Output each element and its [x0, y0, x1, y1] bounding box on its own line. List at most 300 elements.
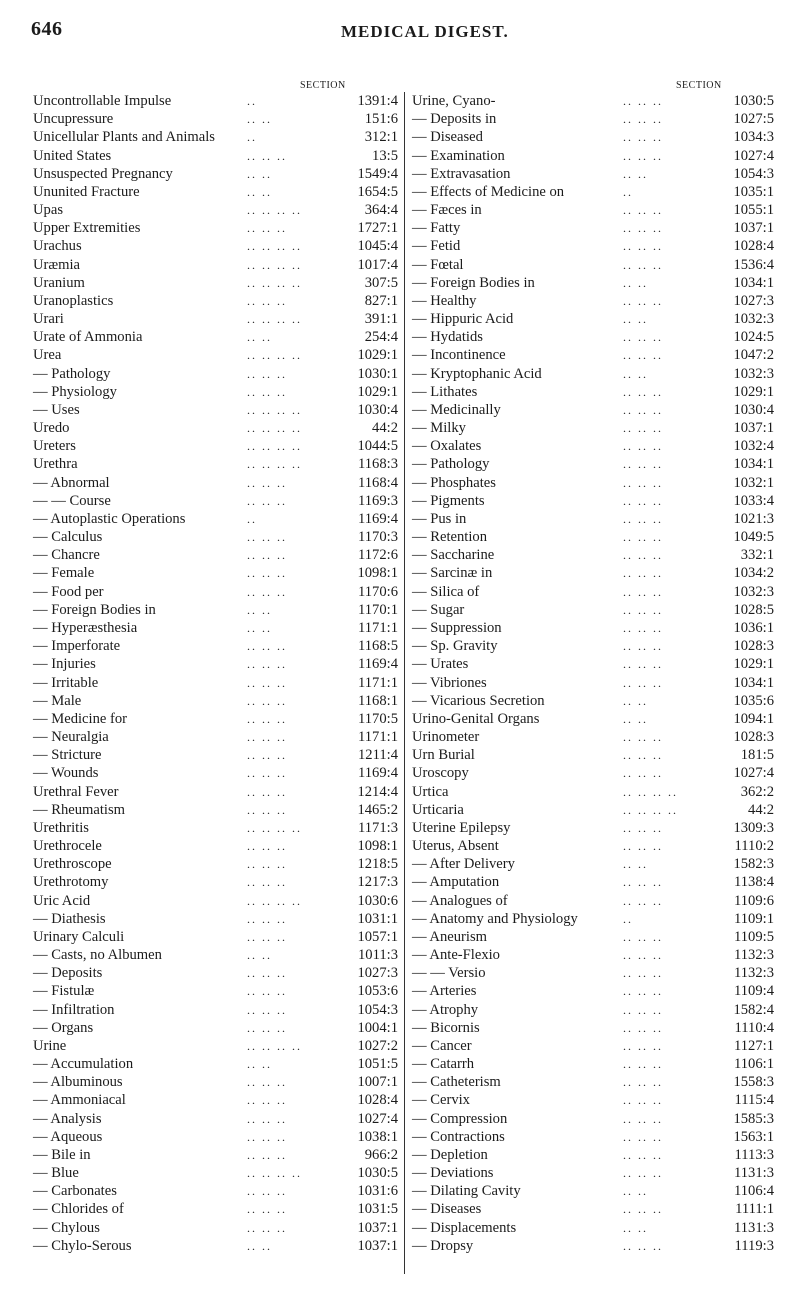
index-term: — Diseases	[412, 1201, 482, 1218]
index-term: Upas	[33, 202, 63, 219]
index-entry	[33, 1073, 398, 1091]
index-term: Upper Extremities	[33, 220, 141, 237]
dot-leader: .. .. ..	[623, 493, 663, 508]
dot-leader: .. ..	[247, 602, 272, 617]
dot-leader: .. .. .. ..	[623, 784, 678, 799]
index-term: Urine	[33, 1037, 67, 1054]
dot-leader: .. .. .. ..	[247, 402, 302, 417]
dot-leader: .. .. ..	[623, 620, 663, 635]
dot-leader: .. .. ..	[247, 639, 287, 654]
section-reference: 1054:3	[357, 1001, 398, 1018]
dot-leader: .. .. ..	[623, 639, 663, 654]
index-entry	[33, 1237, 398, 1255]
index-term: Uterine Epilepsy	[412, 819, 511, 836]
index-entry	[33, 510, 398, 528]
dot-leader: .. .. ..	[247, 1111, 287, 1126]
dot-leader: .. .. ..	[623, 1038, 663, 1053]
section-reference: 1169:4	[358, 510, 398, 527]
section-reference: 1113:3	[734, 1146, 774, 1163]
section-reference: 1110:4	[734, 1019, 774, 1036]
index-entry	[412, 819, 774, 837]
index-entry	[33, 183, 398, 201]
dot-leader: .. ..	[623, 693, 648, 708]
dot-leader: .. ..	[247, 112, 272, 127]
section-reference: 1037:1	[357, 1219, 398, 1236]
dot-leader: .. .. ..	[623, 112, 663, 127]
index-entry	[33, 928, 398, 946]
index-entry	[33, 855, 398, 873]
section-reference: 1131:3	[734, 1219, 774, 1236]
section-reference: 827:1	[364, 292, 398, 309]
index-entry	[412, 637, 774, 655]
dot-leader: .. .. ..	[623, 675, 663, 690]
index-term: — Deposits in	[412, 111, 497, 128]
index-entry	[33, 201, 398, 219]
section-reference: 1171:3	[358, 819, 398, 836]
dot-leader: .. .. ..	[623, 766, 663, 781]
index-term: Unsuspected Pregnancy	[33, 165, 173, 182]
index-term: — Incontinence	[412, 347, 506, 364]
dot-leader: .. .. ..	[247, 1020, 287, 1035]
dot-leader: .. .. ..	[247, 984, 287, 999]
index-term: Uranium	[33, 274, 85, 291]
section-reference: 151:6	[364, 111, 398, 128]
index-term: — Anatomy and Physiology	[412, 910, 578, 927]
dot-leader: .. .. ..	[623, 1075, 663, 1090]
index-entry	[412, 365, 774, 383]
dot-leader: ..	[247, 511, 257, 526]
index-entry	[412, 855, 774, 873]
dot-leader: .. .. ..	[623, 839, 663, 854]
index-entry	[412, 801, 774, 819]
section-reference: 1007:1	[357, 1074, 398, 1091]
index-term: Urethral Fever	[33, 783, 119, 800]
index-entry	[33, 328, 398, 346]
index-entry	[33, 964, 398, 982]
section-reference: 1094:1	[733, 710, 774, 727]
index-entry	[33, 601, 398, 619]
index-entry	[33, 692, 398, 710]
index-entry	[33, 910, 398, 928]
index-entry	[412, 764, 774, 782]
dot-leader: .. ..	[623, 857, 648, 872]
index-term: — Carbonates	[33, 1183, 117, 1200]
section-reference: 1030:5	[733, 93, 774, 109]
index-entry	[33, 982, 398, 1000]
section-reference: 364:4	[364, 202, 398, 219]
section-reference: 1030:5	[357, 1165, 398, 1182]
dot-leader: .. .. ..	[247, 475, 287, 490]
section-reference: 1465:2	[357, 801, 398, 818]
dot-leader: .. .. ..	[247, 929, 287, 944]
index-entry	[33, 492, 398, 510]
index-term: Urinometer	[412, 729, 480, 746]
section-reference: 1217:3	[357, 874, 398, 891]
index-term: — Fatty	[412, 220, 461, 237]
section-reference: 1032:3	[733, 583, 774, 600]
dot-leader: .. ..	[247, 1238, 272, 1253]
section-reference: 1027:3	[733, 292, 774, 309]
dot-leader: .. .. ..	[623, 384, 663, 399]
index-entry	[412, 1200, 774, 1218]
page-number: 646	[31, 18, 63, 40]
index-entry	[33, 274, 398, 292]
index-entry	[412, 92, 774, 110]
section-reference: 391:1	[364, 311, 398, 328]
index-entry	[412, 710, 774, 728]
dot-leader: .. .. ..	[247, 711, 287, 726]
index-term: — Phosphates	[412, 474, 496, 491]
index-entry	[33, 219, 398, 237]
index-term: Urachus	[33, 238, 82, 255]
index-term: — Extravasation	[412, 165, 511, 182]
index-entry	[412, 946, 774, 964]
index-term: — Lithates	[412, 383, 478, 400]
section-reference: 1034:1	[733, 274, 774, 291]
index-term: — Pigments	[412, 492, 485, 509]
index-term: Uræmia	[33, 256, 81, 273]
index-entry	[33, 783, 398, 801]
index-entry	[33, 1146, 398, 1164]
index-term: Urethra	[33, 456, 78, 473]
index-entry	[33, 1055, 398, 1073]
section-reference: 1027:2	[357, 1037, 398, 1054]
dot-leader: .. .. ..	[247, 911, 287, 926]
index-entry	[33, 346, 398, 364]
index-term: — Oxalates	[412, 438, 482, 455]
index-term: — Neuralgia	[33, 729, 109, 746]
dot-leader: .. ..	[247, 166, 272, 181]
dot-leader: .. .. ..	[623, 475, 663, 490]
section-reference: 1031:1	[357, 910, 398, 927]
section-reference: 1031:6	[357, 1183, 398, 1200]
index-term: — Analogues of	[412, 892, 508, 909]
section-reference: 1028:3	[733, 638, 774, 655]
dot-leader: .. .. ..	[247, 1220, 287, 1235]
dot-leader: .. .. .. ..	[247, 457, 302, 472]
dot-leader: .. .. ..	[247, 148, 287, 163]
index-entry	[33, 92, 398, 110]
section-reference: 1585:3	[733, 1110, 774, 1127]
index-entry	[33, 292, 398, 310]
index-term: Urethroscope	[33, 856, 112, 873]
dot-leader: .. .. ..	[247, 1002, 287, 1017]
dot-leader: .. .. ..	[247, 802, 287, 817]
section-column-heading: SECTION	[676, 80, 722, 91]
index-entry	[412, 1128, 774, 1146]
index-term: — Fœtal	[412, 256, 464, 273]
index-entry	[412, 928, 774, 946]
dot-leader: .. .. ..	[623, 1202, 663, 1217]
section-reference: 1109:1	[734, 910, 774, 927]
section-reference: 1053:6	[357, 983, 398, 1000]
dot-leader: .. .. .. ..	[247, 421, 302, 436]
index-entry	[412, 1219, 774, 1237]
index-entry	[33, 1164, 398, 1182]
index-term: Urethrotomy	[33, 874, 109, 891]
section-reference: 44:2	[748, 801, 774, 818]
section-reference: 1218:5	[357, 856, 398, 873]
index-entry	[412, 419, 774, 437]
section-reference: 1172:6	[358, 547, 398, 564]
index-term: — Hydatids	[412, 329, 483, 346]
index-entry	[412, 1146, 774, 1164]
index-term: United States	[33, 147, 112, 164]
dot-leader: .. .. ..	[623, 929, 663, 944]
section-reference: 1169:3	[358, 492, 398, 509]
section-reference: 1170:5	[358, 710, 398, 727]
index-entry	[412, 147, 774, 165]
dot-leader: .. .. .. ..	[247, 257, 302, 272]
dot-leader: .. .. .. ..	[247, 1038, 302, 1053]
index-entry	[33, 365, 398, 383]
dot-leader: .. .. ..	[247, 1184, 287, 1199]
index-entry	[33, 637, 398, 655]
index-entry	[412, 1037, 774, 1055]
index-entry	[412, 292, 774, 310]
section-reference: 1727:1	[357, 220, 398, 237]
index-term: — Deposits	[33, 965, 103, 982]
section-reference: 1032:3	[733, 311, 774, 328]
dot-leader: .. .. ..	[623, 566, 663, 581]
section-reference: 1030:4	[733, 401, 774, 418]
index-term: — Blue	[33, 1165, 79, 1182]
dot-leader: .. .. ..	[623, 584, 663, 599]
section-reference: 1391:4	[357, 93, 398, 109]
dot-leader: .. .. ..	[623, 1111, 663, 1126]
section-reference: 1037:1	[733, 220, 774, 237]
index-term: — Male	[33, 692, 82, 709]
index-entry	[412, 982, 774, 1000]
index-entry	[412, 328, 774, 346]
dot-leader: .. .. .. ..	[247, 312, 302, 327]
index-entry	[33, 165, 398, 183]
section-reference: 1109:5	[734, 928, 774, 945]
dot-leader: .. .. ..	[247, 548, 287, 563]
index-entry	[412, 237, 774, 255]
dot-leader: .. .. ..	[623, 1020, 663, 1035]
section-reference: 1035:6	[733, 692, 774, 709]
dot-leader: .. .. ..	[247, 875, 287, 890]
index-term: — Chancre	[33, 547, 100, 564]
index-term: — Contractions	[412, 1128, 505, 1145]
section-reference: 1109:6	[734, 892, 774, 909]
index-entry	[33, 746, 398, 764]
dot-leader: .. .. ..	[623, 348, 663, 363]
dot-leader: .. .. ..	[247, 748, 287, 763]
section-reference: 1171:1	[358, 619, 398, 636]
index-entry	[33, 619, 398, 637]
dot-leader: .. .. ..	[247, 730, 287, 745]
dot-leader: .. .. ..	[623, 1057, 663, 1072]
section-reference: 1030:4	[357, 401, 398, 418]
index-entry	[412, 528, 774, 546]
index-term: — Chylo-Serous	[33, 1237, 132, 1254]
section-reference: 1034:1	[733, 456, 774, 473]
section-reference: 1110:2	[734, 838, 774, 855]
index-entry	[33, 419, 398, 437]
section-reference: 1654:5	[357, 183, 398, 200]
index-entry	[33, 1182, 398, 1200]
index-entry	[33, 128, 398, 146]
section-reference: 1168:4	[358, 474, 398, 491]
dot-leader: .. .. ..	[247, 293, 287, 308]
index-entry	[412, 455, 774, 473]
dot-leader: .. .. .. ..	[247, 348, 302, 363]
dot-leader: .. .. ..	[247, 384, 287, 399]
dot-leader: .. .. ..	[623, 457, 663, 472]
section-reference: 1047:2	[733, 347, 774, 364]
index-term: — Diseased	[412, 129, 483, 146]
section-reference: 1034:1	[733, 674, 774, 691]
section-reference: 1131:3	[734, 1165, 774, 1182]
section-reference: 1115:4	[734, 1092, 774, 1109]
index-entry	[412, 110, 774, 128]
index-term: Uredo	[33, 420, 70, 437]
index-entry	[33, 710, 398, 728]
section-reference: 13:5	[372, 147, 398, 164]
index-term: — Calculus	[33, 529, 103, 546]
dot-leader: .. .. ..	[247, 1075, 287, 1090]
dot-leader: .. .. ..	[623, 421, 663, 436]
dot-leader: .. .. ..	[247, 366, 287, 381]
dot-leader: .. .. ..	[623, 439, 663, 454]
index-entry	[412, 128, 774, 146]
index-entry	[412, 674, 774, 692]
section-reference: 1582:4	[733, 1001, 774, 1018]
section-reference: 1027:4	[733, 765, 774, 782]
index-entry	[412, 873, 774, 891]
section-reference: 1028:5	[733, 601, 774, 618]
index-entry	[33, 873, 398, 891]
section-reference: 1029:1	[357, 347, 398, 364]
dot-leader: .. .. ..	[247, 1147, 287, 1162]
section-reference: 1029:1	[733, 383, 774, 400]
index-entry	[33, 147, 398, 165]
index-term: — Aneurism	[412, 928, 487, 945]
index-entry	[412, 1019, 774, 1037]
section-reference: 1031:5	[357, 1201, 398, 1218]
index-term: Urea	[33, 347, 62, 364]
section-reference: 1028:4	[357, 1092, 398, 1109]
section-reference: 1536:4	[733, 256, 774, 273]
section-reference: 1004:1	[357, 1019, 398, 1036]
index-entry	[412, 546, 774, 564]
index-term: Urn Burial	[412, 747, 475, 764]
section-reference: 1051:5	[357, 1056, 398, 1073]
index-term: — Retention	[412, 529, 487, 546]
dot-leader: .. .. ..	[623, 748, 663, 763]
index-entry	[33, 564, 398, 582]
index-term: — Diathesis	[33, 910, 106, 927]
index-term: — Abnormal	[33, 474, 110, 491]
index-entry	[33, 728, 398, 746]
index-entry	[33, 110, 398, 128]
index-entry	[33, 1128, 398, 1146]
section-reference: 1549:4	[357, 165, 398, 182]
section-reference: 1027:4	[733, 147, 774, 164]
index-entry	[412, 383, 774, 401]
index-term: Uncontrollable Impulse	[33, 93, 172, 109]
dot-leader: .. .. ..	[623, 893, 663, 908]
index-term: Unicellular Plants and Animals	[33, 129, 215, 146]
section-reference: 1017:4	[357, 256, 398, 273]
index-term: — Silica of	[412, 583, 480, 600]
index-term: — — Course	[33, 492, 111, 509]
dot-leader: .. .. ..	[623, 203, 663, 218]
index-term: — Hyperæsthesia	[33, 619, 138, 636]
index-entry	[412, 619, 774, 637]
dot-leader: .. .. ..	[247, 221, 287, 236]
index-entry	[33, 401, 398, 419]
dot-leader: .. ..	[247, 948, 272, 963]
section-reference: 362:2	[740, 783, 774, 800]
section-reference: 1032:1	[733, 474, 774, 491]
index-term: — Ammoniacal	[33, 1092, 126, 1109]
section-reference: 1030:1	[357, 365, 398, 382]
section-reference: 1044:5	[357, 438, 398, 455]
index-entry	[412, 310, 774, 328]
index-term: — Catheterism	[412, 1074, 501, 1091]
index-term: Uric Acid	[33, 892, 91, 909]
dot-leader: .. .. ..	[623, 94, 663, 108]
index-term: — Physiology	[33, 383, 117, 400]
section-reference: 1030:6	[357, 892, 398, 909]
index-entry	[412, 728, 774, 746]
index-entry	[412, 437, 774, 455]
index-entry	[412, 910, 774, 928]
index-term: — Fæces in	[412, 202, 482, 219]
dot-leader: .. .. ..	[247, 966, 287, 981]
index-entry	[412, 1055, 774, 1073]
dot-leader: .. .. ..	[247, 1093, 287, 1108]
index-term: — Pathology	[412, 456, 490, 473]
section-reference: 1138:4	[734, 874, 774, 891]
index-entry	[412, 964, 774, 982]
index-entry	[412, 201, 774, 219]
index-entry	[33, 310, 398, 328]
dot-leader: .. .. .. ..	[247, 239, 302, 254]
index-entry	[412, 692, 774, 710]
dot-leader: .. ..	[247, 184, 272, 199]
index-entry	[33, 256, 398, 274]
index-term: — Saccharine	[412, 547, 495, 564]
index-term: — Medicine for	[33, 710, 128, 727]
dot-leader: .. .. ..	[623, 1093, 663, 1108]
section-reference: 1558:3	[733, 1074, 774, 1091]
section-reference: 1027:4	[357, 1110, 398, 1127]
section-reference: 1171:1	[358, 729, 398, 746]
index-term: — Amputation	[412, 874, 500, 891]
section-reference: 1028:3	[733, 729, 774, 746]
section-reference: 1169:4	[358, 656, 398, 673]
dot-leader: .. .. ..	[623, 948, 663, 963]
section-reference: 1168:3	[358, 456, 398, 473]
index-term: — Stricture	[33, 747, 102, 764]
index-column-right	[412, 80, 774, 1255]
dot-leader: .. ..	[623, 312, 648, 327]
index-entry	[33, 383, 398, 401]
index-term: — Fetid	[412, 238, 461, 255]
dot-leader: .. ..	[623, 275, 648, 290]
index-entry	[412, 1237, 774, 1255]
section-reference: 1098:1	[357, 565, 398, 582]
dot-leader: .. ..	[623, 1220, 648, 1235]
index-entry	[412, 892, 774, 910]
index-term: — Albuminous	[33, 1074, 123, 1091]
section-reference: 1127:1	[734, 1037, 774, 1054]
index-term: — Aqueous	[33, 1128, 103, 1145]
